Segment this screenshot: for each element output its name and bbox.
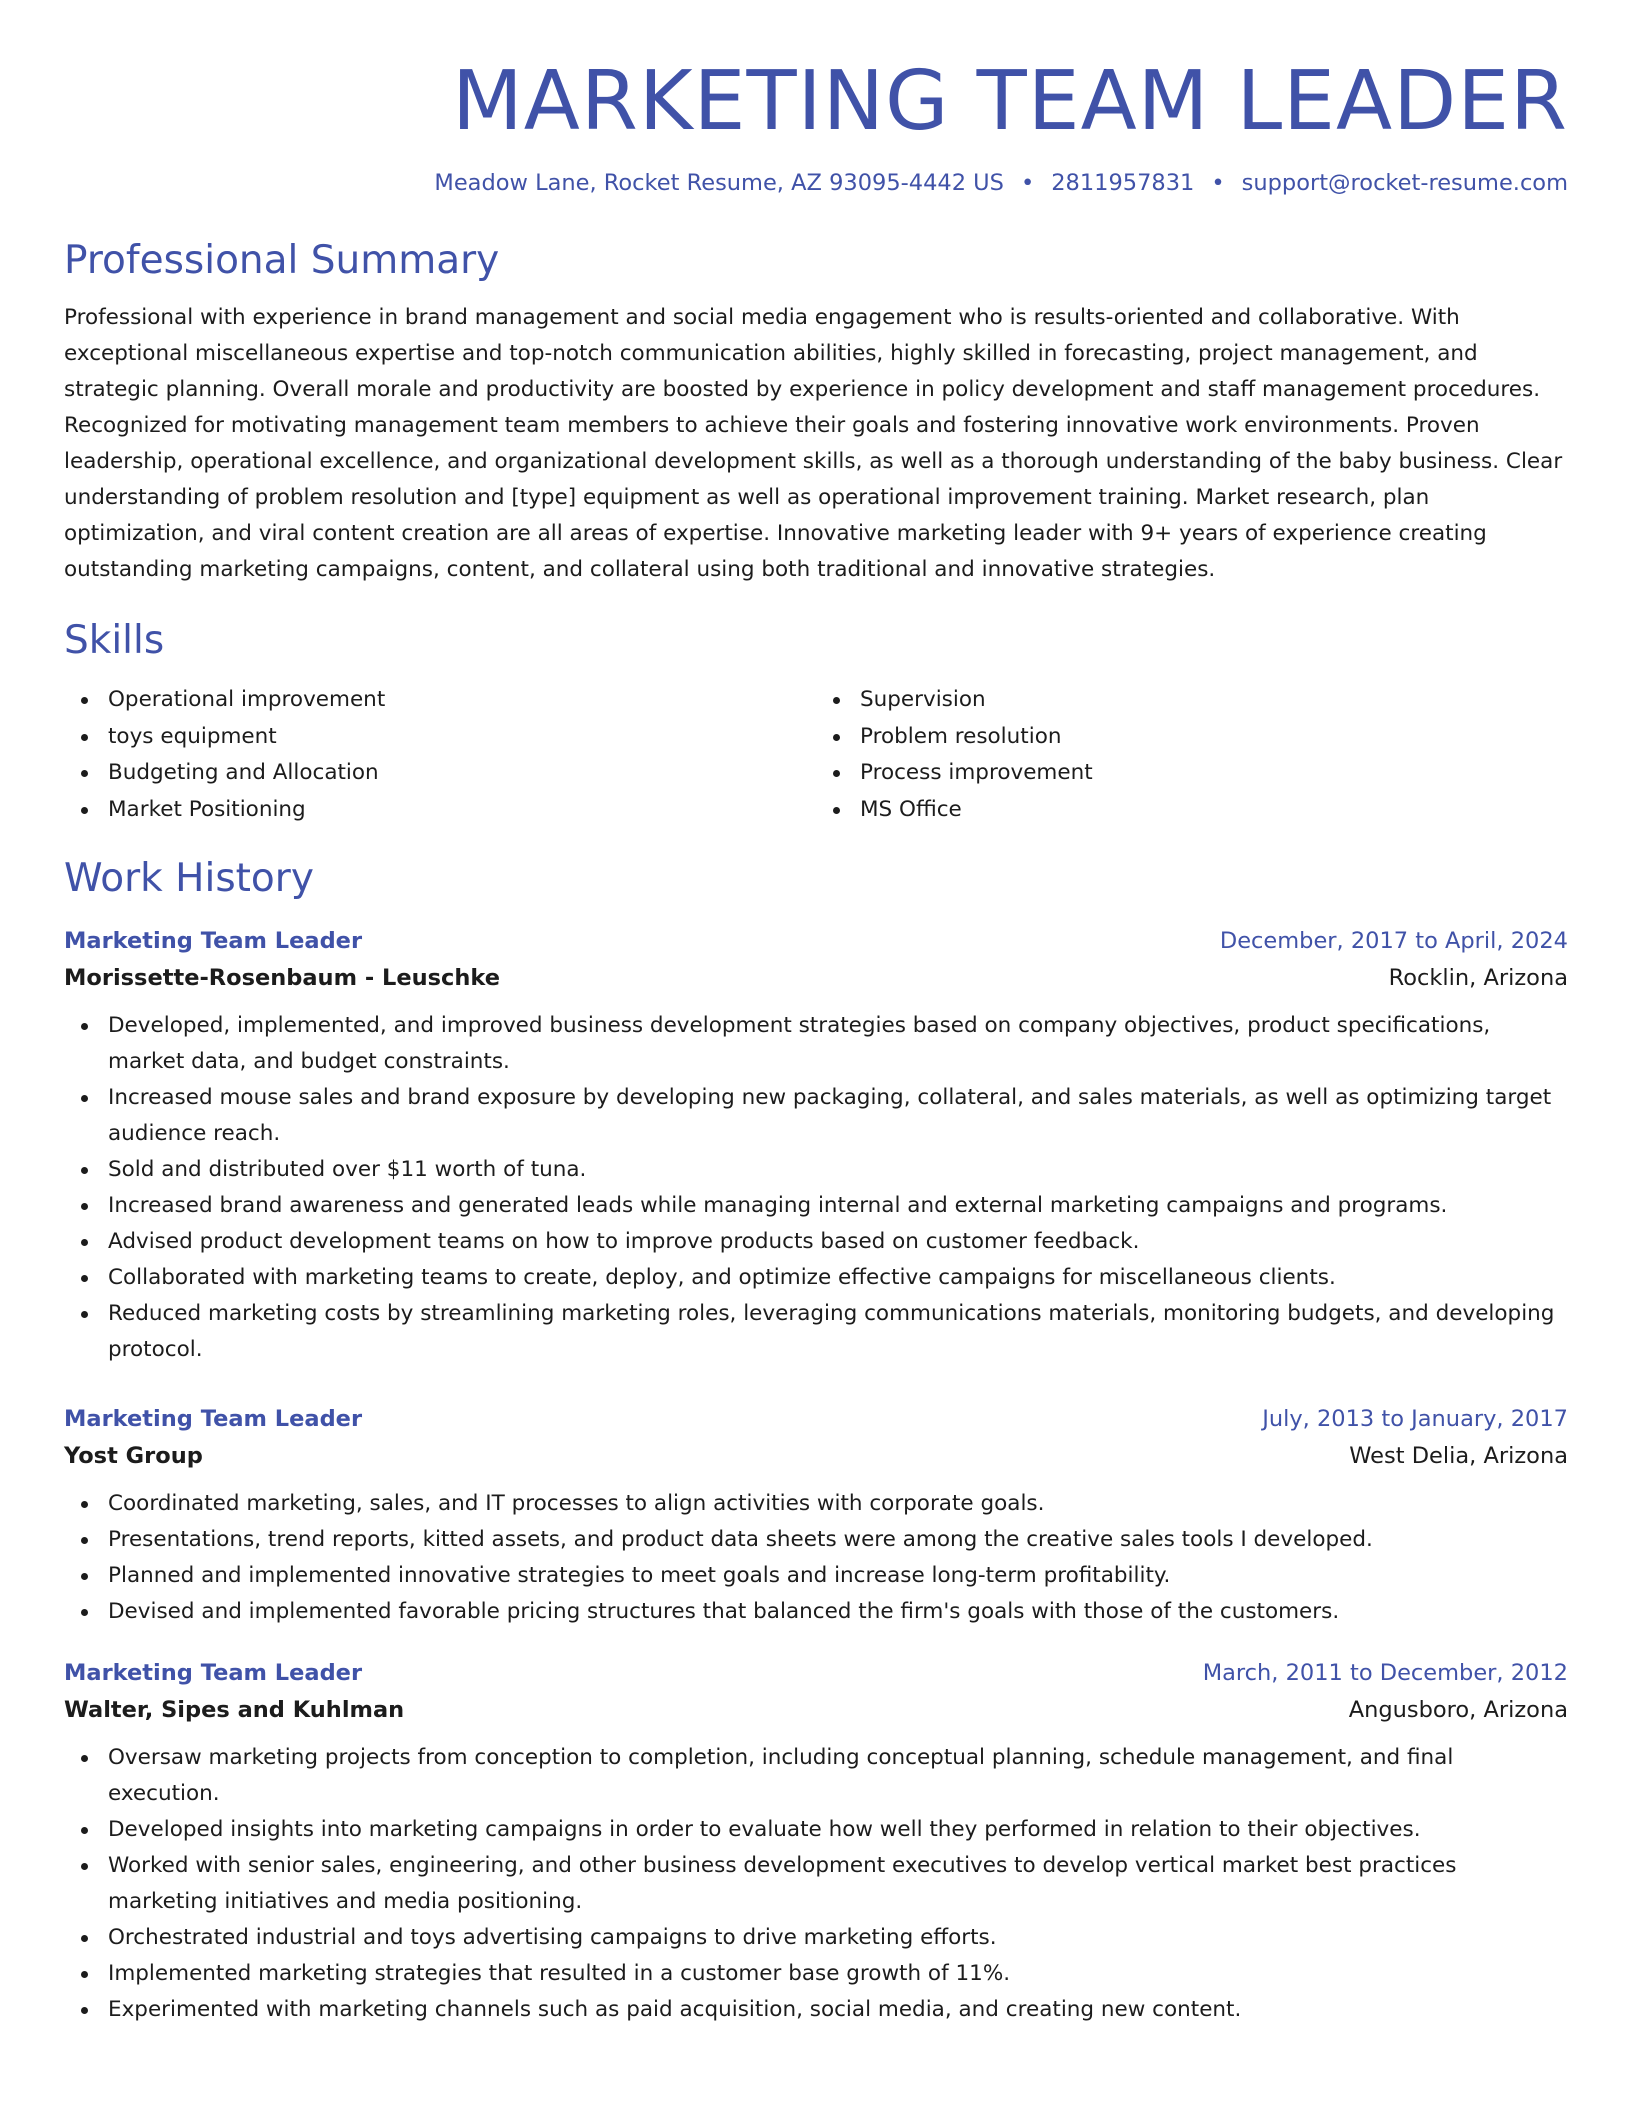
job-location: West Delia, Arizona: [1349, 1443, 1568, 1469]
job-dates: July, 2013 to January, 2017: [1262, 1406, 1568, 1432]
skill-item: Market Positioning: [108, 792, 816, 829]
job-bullet: Oversaw marketing projects from conception to completion, including conceptual planning, schedule management, and final execution.: [108, 1740, 1568, 1812]
work-history-heading: Work History: [64, 856, 314, 901]
job-bullet: Planned and implemented innovative strategies to meet goals and increase long-term profitability.: [108, 1558, 1568, 1594]
job-bullet: Collaborated with marketing teams to create, deploy, and optimize effective campaigns for miscellaneous clients.: [108, 1260, 1568, 1296]
skill-item: Process improvement: [860, 755, 1568, 792]
job-entry: [64, 924, 1568, 1368]
job-bullet: Increased mouse sales and brand exposure by developing new packaging, collateral, and sales materials, as well as optimizing target audience reach.: [108, 1080, 1568, 1152]
job-bullet: Sold and distributed over $11 worth of tuna.: [108, 1152, 1568, 1188]
job-bullet: Implemented marketing strategies that resulted in a customer base growth of 11%.: [108, 1956, 1568, 1992]
address: Meadow Lane, Rocket Resume, AZ 93095-4442 US: [434, 170, 1004, 196]
job-entry: [64, 1402, 1568, 1630]
job-bullet: Coordinated marketing, sales, and IT processes to align activities with corporate goals.: [108, 1486, 1568, 1522]
job-entry: [64, 1656, 1568, 2028]
job-bullet: Reduced marketing costs by streamlining marketing roles, leveraging communications materials, monitoring budgets, and developing protocol.: [108, 1296, 1568, 1368]
skill-item: Budgeting and Allocation: [108, 755, 816, 792]
job-bullet: Developed, implemented, and improved business development strategies based on company objectives, product specifications, market data, and budget constraints.: [108, 1008, 1568, 1080]
skills-heading: Skills: [64, 618, 165, 663]
summary-text: Professional with experience in brand management and social media engagement who is results-oriented and collaborative. With exceptional miscellaneous expertise and top-notch communication abilities, highly skilled in forecasting, project management, and strategic planning. Overall morale and productivity are boosted by experience in policy development and staff management procedures. Recognized for motivating management team members to achieve their goals and fostering innovative work environments. Proven leadership, operational excellence, and organizational development skills, as well as a thorough understanding of the baby business. Clear understanding of problem resolution and [type] equipment as well as operational improvement training. Market research, plan optimization, and viral content creation are all areas of expertise. Innovative marketing leader with 9+ years of experience creating outstanding marketing campaigns, content, and collateral using both traditional and innovative strategies.: [64, 305, 1563, 582]
phone: 2811957831: [1051, 170, 1195, 196]
resume-name: MARKETING TEAM LEADER: [452, 54, 1568, 149]
job-title: Marketing Team Leader: [64, 1406, 363, 1432]
job-bullet: Presentations, trend reports, kitted assets, and product data sheets were among the creative sales tools I developed.: [108, 1522, 1568, 1558]
job-bullet: Orchestrated industrial and toys advertising campaigns to drive marketing efforts.: [108, 1920, 1568, 1956]
resume-page: [64, 0, 1568, 2028]
job-bullets: [64, 1486, 1568, 1630]
job-bullet: Worked with senior sales, engineering, and other business development executives to develop vertical market best practices marketing initiatives and media positioning.: [108, 1848, 1568, 1920]
skill-item: MS Office: [860, 792, 1568, 829]
skill-item: Problem resolution: [860, 719, 1568, 756]
contact-separator: •: [1211, 170, 1225, 196]
job-location: Rocklin, Arizona: [1388, 965, 1568, 991]
job-bullet: Advised product development teams on how to improve products based on customer feedback.: [108, 1224, 1568, 1260]
job-title: Marketing Team Leader: [64, 1660, 363, 1686]
email: support@rocket-resume.com: [1241, 170, 1568, 196]
company-name: Yost Group: [64, 1443, 203, 1469]
summary-heading: Professional Summary: [64, 238, 500, 283]
skill-item: toys equipment: [108, 719, 816, 756]
job-bullets: [64, 1740, 1568, 2028]
job-bullet: Developed insights into marketing campaigns in order to evaluate how well they performed in relation to their objectives.: [108, 1812, 1568, 1848]
skill-item: Operational improvement: [108, 682, 816, 719]
skills-column-right: [816, 682, 1568, 828]
job-location: Angusboro, Arizona: [1348, 1697, 1568, 1723]
skills-column-left: [64, 682, 816, 828]
job-title: Marketing Team Leader: [64, 928, 363, 954]
job-bullet: Experimented with marketing channels such as paid acquisition, social media, and creating new content.: [108, 1992, 1568, 2028]
company-name: Walter, Sipes and Kuhlman: [64, 1697, 405, 1723]
company-name: Morissette-Rosenbaum - Leuschke: [64, 965, 501, 991]
skills-list: [64, 682, 1568, 828]
contact-separator: •: [1020, 170, 1035, 196]
contact-line: [64, 168, 1568, 198]
job-bullets: [64, 1008, 1568, 1368]
skill-item: Supervision: [860, 682, 1568, 719]
job-bullet: Devised and implemented favorable pricing structures that balanced the firm's goals with those of the customers.: [108, 1594, 1568, 1630]
job-dates: December, 2017 to April, 2024: [1219, 928, 1568, 954]
job-bullet: Increased brand awareness and generated leads while managing internal and external marketing campaigns and programs.: [108, 1188, 1568, 1224]
job-dates: March, 2011 to December, 2012: [1202, 1660, 1568, 1686]
